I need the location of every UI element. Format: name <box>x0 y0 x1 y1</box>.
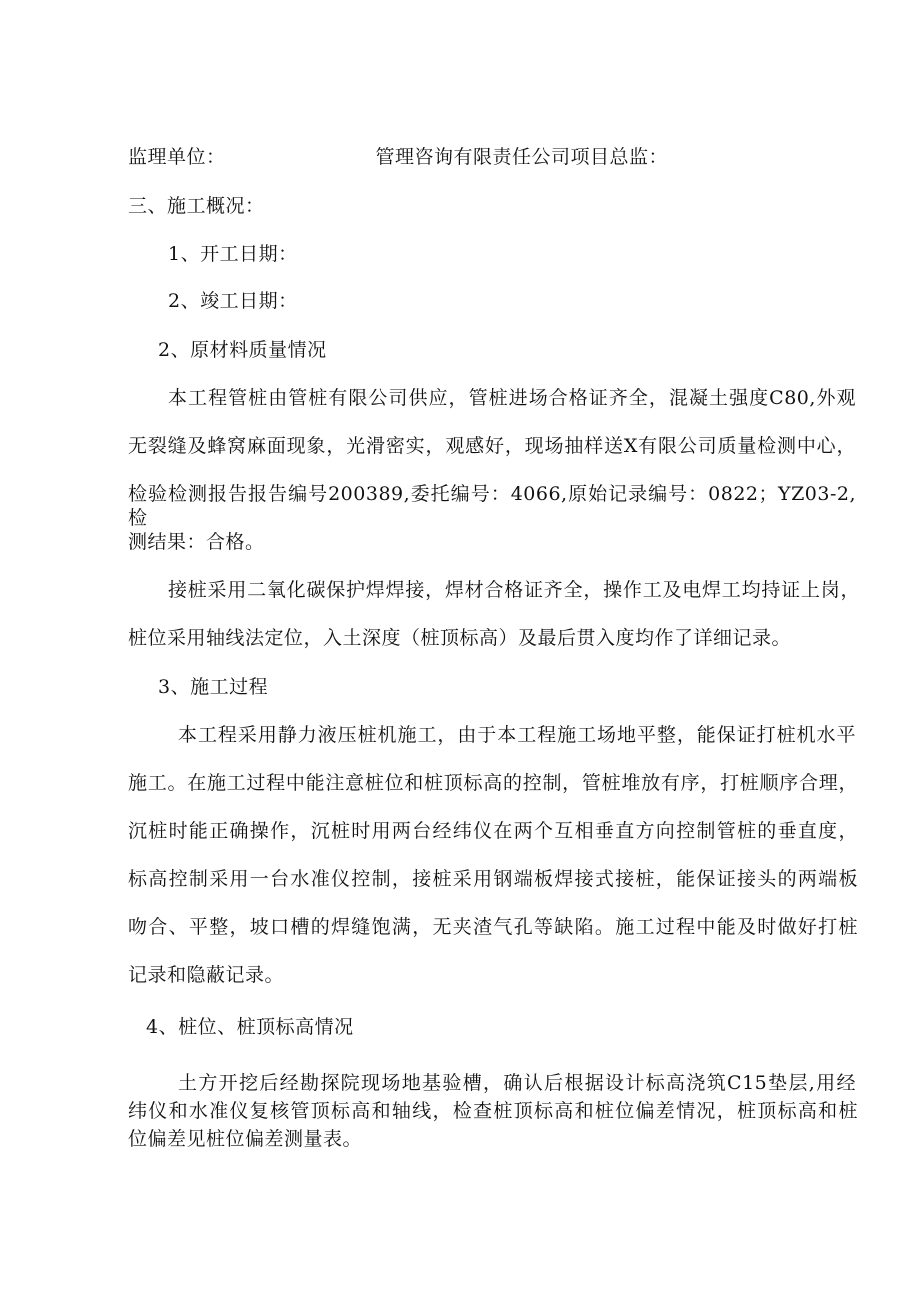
end-date-line: 2、竣工日期： <box>168 290 298 312</box>
process-line6: 记录和隐蔽记录。 <box>128 964 285 986</box>
pile-position-line1: 土方开挖后经勘探院现场地基验槽，确认后根据设计标高浇筑C15垫层,用经 <box>178 1072 856 1094</box>
supervision-line <box>128 145 668 169</box>
materials-para1-line2: 无裂缝及蜂窝麻面现象，光滑密实，观感好，现场抽样送X有限公司质量检测中心， <box>128 435 856 457</box>
process-line2: 施工。在施工过程中能注意桩位和桩顶标高的控制，管桩堆放有序，打桩顺序合理， <box>128 772 858 794</box>
pile-position-heading: 4、桩位、桩顶标高情况 <box>146 1016 354 1038</box>
supervision-value: 管理咨询有限责任公司项目总监： <box>375 146 669 168</box>
start-date-line: 1、开工日期： <box>168 243 298 265</box>
supervision-label: 监理单位： <box>128 146 226 168</box>
section-heading-overview: 三、施工概况： <box>128 195 265 217</box>
materials-para2-line1: 接桩采用二氧化碳保护焊焊接，焊材合格证齐全，操作工及电焊工均持证上岗， <box>168 579 860 601</box>
materials-para2-line2: 桩位采用轴线法定位，入土深度（桩顶标高）及最后贯入度均作了详细记录。 <box>128 627 792 649</box>
materials-para1-line1: 本工程管桩由管桩有限公司供应，管桩进场合格证齐全，混凝土强度C80,外观 <box>168 387 856 409</box>
materials-para1-line3: 检验检测报告报告编号200389,委托编号：4066,原始记录编号：0822；YZ03-2,检 <box>128 483 856 529</box>
process-line3: 沉桩时能正确操作，沉桩时用两台经纬仪在两个互相垂直方向控制管桩的垂直度， <box>128 820 858 842</box>
pile-position-line3: 位偏差见桩位偏差测量表。 <box>128 1128 363 1150</box>
process-line1: 本工程采用静力液压桩机施工，由于本工程施工场地平整，能保证打桩机水平 <box>178 724 856 746</box>
process-line5: 吻合、平整，坡口槽的焊缝饱满，无夹渣气孔等缺陷。施工过程中能及时做好打桩 <box>128 916 858 938</box>
process-line4: 标高控制采用一台水准仪控制，接桩采用钢端板焊接式接桩，能保证接头的两端板 <box>128 868 858 890</box>
materials-heading: 2、原材料质量情况 <box>158 339 327 361</box>
process-heading: 3、施工过程 <box>158 676 269 698</box>
materials-para1-line4: 测结果：合格。 <box>128 531 265 553</box>
pile-position-line2: 纬仪和水准仪复核管顶标高和轴线，检查桩顶标高和桩位偏差情况，桩顶标高和桩 <box>128 1100 858 1122</box>
